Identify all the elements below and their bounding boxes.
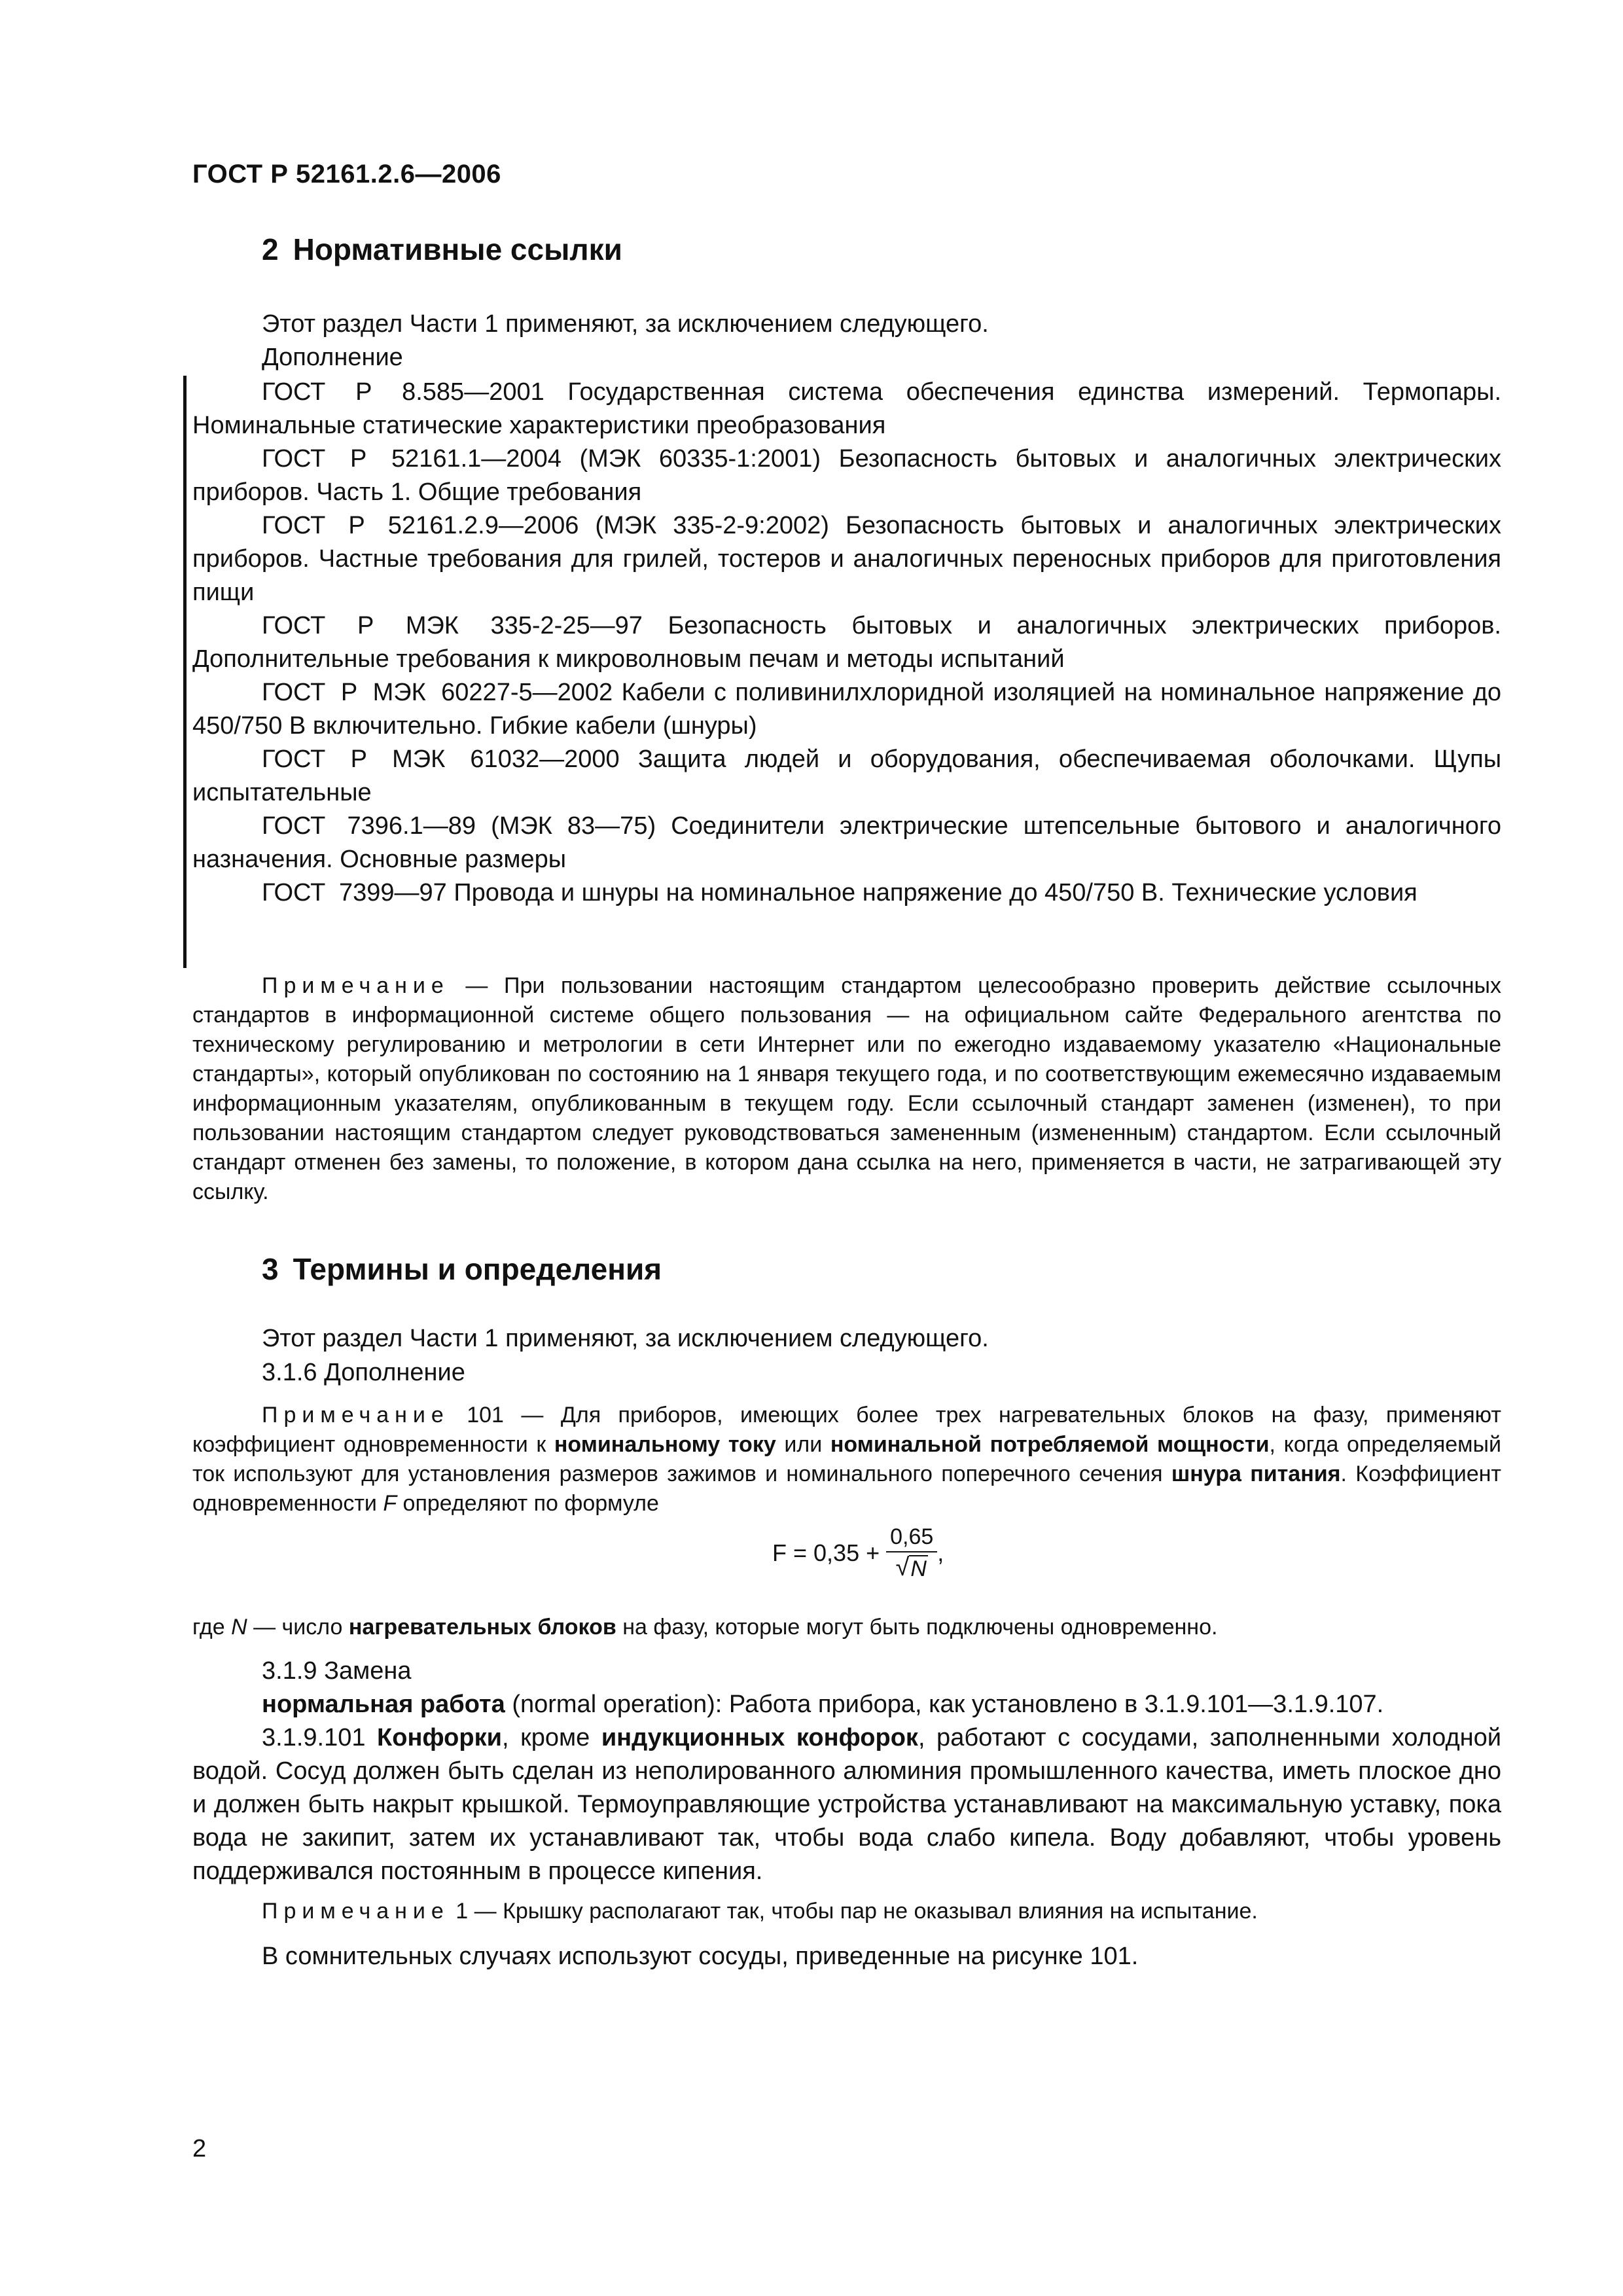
document-id: ГОСТ Р 52161.2.6—2006 bbox=[192, 160, 501, 188]
note-1 bbox=[192, 1897, 1501, 1926]
variable-f: F bbox=[383, 1491, 397, 1516]
formula-where bbox=[192, 1613, 1501, 1642]
note-101 bbox=[192, 1401, 1501, 1518]
clause-text: , кроме bbox=[501, 1724, 601, 1751]
addition-label: Дополнение bbox=[262, 344, 403, 371]
reference-code: ГОСТ Р МЭК 335-2-25—97 bbox=[262, 612, 643, 639]
note-text: , когда определяемый ток используют для установления размеров зажимов и номинального поперечного сечения bbox=[192, 1432, 1501, 1486]
reference-text: Государственная система обеспечения единства измерений. Термопары. Номинальные статические характеристики преобразования bbox=[192, 378, 1501, 439]
note-text: — Для приборов, имеющих более трех нагревательных блоков на фазу, применяют коэффициент одновременности к bbox=[192, 1403, 1502, 1457]
formula-variable-n: N bbox=[910, 1556, 927, 1581]
formula-denominator bbox=[895, 1552, 927, 1582]
reference-text: Провода и шнуры на номинальное напряжение до 450/750 В. Технические условия bbox=[454, 879, 1418, 906]
reference-text: (МЭК 83—75) Соединители электрические штепсельные бытового и аналогичного назначения. Основные размеры bbox=[192, 812, 1502, 873]
term-induction-hotplates: индукционных конфорок bbox=[601, 1724, 918, 1751]
clause-text: , работают с сосудами, заполненными холодной водой. Сосуд должен быть сделан из неполированного алюминия промышленного качества, иметь плоское дно и должен быть накрыт крышкой. Термоуправляющие устройства устанавливают на максимальную уставку, пока вода не закипит, затем их устанавливают так, чтобы вода слабо кипела. Воду добавляют, чтобы уровень поддерживался постоянным в процессе кипения. bbox=[192, 1724, 1501, 1885]
section-3-number: 3 bbox=[262, 1252, 279, 1286]
reference-item bbox=[192, 509, 1501, 609]
reference-item bbox=[192, 609, 1501, 676]
reference-text: (МЭК 335-2-9:2002) Безопасность бытовых и аналогичных электрических приборов. Частные требования для грилей, тостеров и аналогичных переносных приборов для приготовления пищи bbox=[192, 512, 1501, 606]
formula bbox=[772, 1517, 944, 1589]
reference-text: Защита людей и оборудования, обеспечиваемая оболочками. Щупы испытательные bbox=[192, 745, 1502, 806]
section-2-intro: Этот раздел Части 1 применяют, за исключением следующего. bbox=[262, 310, 989, 338]
term-rated-power: номинальной потребляемой мощности bbox=[830, 1432, 1270, 1457]
note-text: — Крышку располагают так, чтобы пар не оказывал влияния на испытание. bbox=[474, 1899, 1258, 1924]
note-label: Примечание bbox=[262, 1403, 450, 1427]
reference-code: ГОСТ Р 52161.1—2004 bbox=[262, 445, 562, 473]
reference-text: (МЭК 60335-1:2001) Безопасность бытовых и аналогичных электрических приборов. Часть 1. Общие требования bbox=[192, 445, 1502, 506]
note-text: определяют по формуле bbox=[397, 1491, 659, 1516]
formula-fraction bbox=[886, 1524, 937, 1582]
clause-number: 3.1.9.101 bbox=[262, 1724, 378, 1751]
reference-code: ГОСТ Р 52161.2.9—2006 bbox=[262, 512, 579, 539]
note-number: 101 bbox=[467, 1403, 504, 1427]
page-number: 2 bbox=[192, 2135, 207, 2162]
where-text: — число bbox=[247, 1615, 349, 1640]
formula-lhs: F = 0,35 + bbox=[772, 1539, 880, 1566]
reference-code: ГОСТ 7399—97 bbox=[262, 879, 447, 906]
section-3-intro: Этот раздел Части 1 применяют, за исключением следующего. bbox=[262, 1325, 989, 1352]
section-2-number: 2 bbox=[262, 232, 279, 266]
where-text: где bbox=[192, 1615, 232, 1640]
note-text: — При пользовании настоящим стандартом целесообразно проверить действие ссылочных стандартов в информационной системе общего пользования — на официальном сайте Федерального агентства по техническому регулированию и метрологии в сети Интернет или по ежегодно издаваемому указателю «Национальные стандарты», который опубликован по состоянию на 1 января текущего года, и по соответствующим ежемесячно издаваемым информационным указателям, опубликованным в текущем году. Если ссылочный стандарт заменен (изменен), то при пользовании настоящим стандартом следует руководствоваться замененным (измененным) стандартом. Если ссылочный стандарт отменен без замены, то положение, в котором дана ссылка на него, применяется в части, не затрагивающей эту ссылку. bbox=[192, 973, 1501, 1204]
variable-n: N bbox=[231, 1615, 247, 1640]
change-bar bbox=[183, 376, 187, 968]
formula-comma: , bbox=[937, 1539, 944, 1566]
normal-operation-definition bbox=[192, 1688, 1501, 1721]
reference-code: ГОСТ 7396.1—89 bbox=[262, 812, 476, 840]
reference-item bbox=[192, 442, 1501, 509]
term-rated-current: номинальному току bbox=[554, 1432, 776, 1457]
formula-numerator: 0,65 bbox=[886, 1524, 937, 1552]
term-supply-cord: шнура питания bbox=[1171, 1462, 1341, 1486]
clause-3-1-9-101 bbox=[192, 1721, 1501, 1888]
section-3-heading bbox=[262, 1251, 662, 1287]
section-2-note bbox=[192, 971, 1501, 1207]
reference-text: Кабели с поливинилхлоридной изоляцией на номинальное напряжение до 450/750 В включительно. Гибкие кабели (шнуры) bbox=[192, 679, 1501, 740]
term-heating-units: нагревательных блоков bbox=[348, 1615, 616, 1640]
definition-text: (normal operation): Работа прибора, как установлено в 3.1.9.101—3.1.9.107. bbox=[505, 1691, 1384, 1718]
reference-text: Безопасность бытовых и аналогичных электрических приборов. Дополнительные требования к микроволновым печам и методы испытаний bbox=[192, 612, 1501, 673]
reference-item bbox=[192, 676, 1501, 743]
reference-item bbox=[192, 810, 1501, 876]
note-label: Примечание bbox=[262, 973, 450, 998]
clause-3-1-9: 3.1.9 Замена bbox=[262, 1657, 412, 1685]
reference-code: ГОСТ Р МЭК 61032—2000 bbox=[262, 745, 620, 773]
note-number: 1 bbox=[455, 1899, 469, 1924]
reference-item bbox=[192, 376, 1501, 442]
note-label: Примечание bbox=[262, 1899, 450, 1924]
term-hotplates: Конфорки bbox=[377, 1724, 502, 1751]
where-text: на фазу, которые могут быть подключены одновременно. bbox=[616, 1615, 1218, 1640]
clause-3-1-6: 3.1.6 Дополнение bbox=[262, 1359, 465, 1386]
doubtful-cases-text: В сомнительных случаях используют сосуды, приведенные на рисунке 101. bbox=[262, 1943, 1139, 1970]
section-2-title: Нормативные ссылки bbox=[293, 232, 622, 266]
section-3-title: Термины и определения bbox=[293, 1252, 662, 1286]
reference-item bbox=[192, 743, 1501, 810]
reference-code: ГОСТ Р МЭК 60227-5—2002 bbox=[262, 679, 613, 706]
note-text: или bbox=[776, 1432, 830, 1457]
section-2-heading bbox=[262, 232, 622, 267]
sqrt-sign: √ bbox=[895, 1554, 910, 1581]
term-normal-operation: нормальная работа bbox=[262, 1691, 505, 1718]
note-text: . Коэффициент одновременности bbox=[192, 1462, 1501, 1516]
reference-item bbox=[192, 876, 1501, 910]
reference-code: ГОСТ Р 8.585—2001 bbox=[262, 378, 544, 406]
